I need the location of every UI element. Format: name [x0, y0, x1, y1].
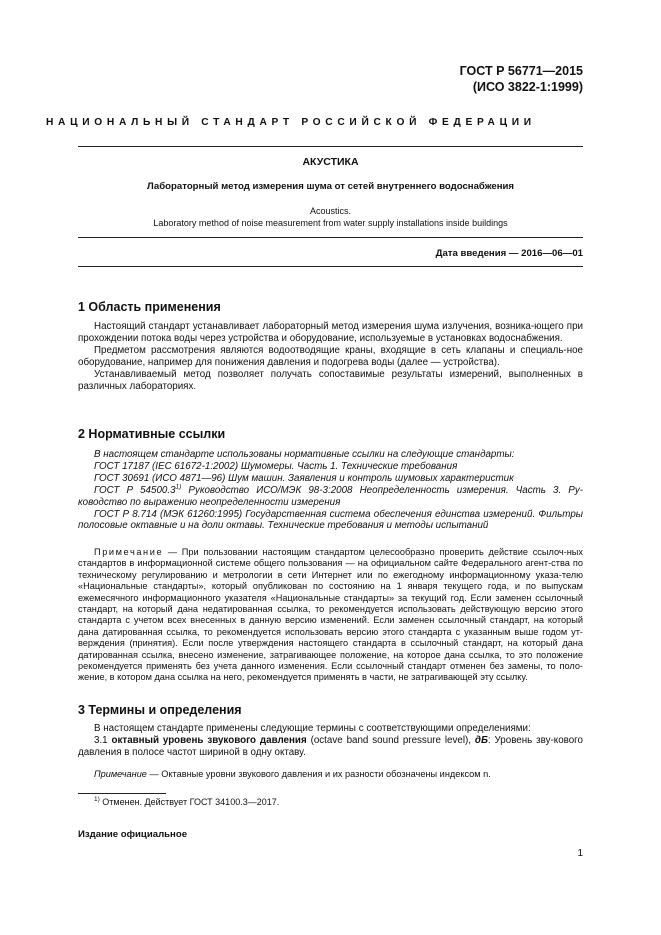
divider-bottom: [78, 266, 583, 267]
term-name: октавный уровень звукового давления: [111, 734, 307, 746]
introduction-date: Дата введения — 2016—06—01: [435, 248, 583, 259]
term-text: : Уровень зву-кового давления в полосе частот шириной в одну октаву.: [78, 734, 583, 758]
section1-heading: 1 Область применения: [78, 300, 221, 314]
iso-number: (ИСО 3822-1:1999): [472, 80, 583, 94]
section3-note: [78, 769, 583, 780]
section1-paragraph: Настоящий стандарт устанавливает лабораторный метод измерения шума излучения, возника-ющего при прохождении потока воды через устройства и оборудование, используемые в установках водоснабжения.: [78, 321, 583, 344]
page-number: 1: [577, 848, 583, 859]
reference-code: ГОСТ Р 54500.3: [94, 484, 176, 496]
references-intro: В настоящем стандарте использованы нормативные ссылки на следующие стандарты:: [94, 449, 515, 460]
section1-paragraph: Предметом рассмотрения являются водоотводящие краны, входящие в сеть клапаны и специаль-ное оборудование, например для понижения давления и подогрева воды (далее — устройства).: [78, 344, 583, 368]
document-subtitle: Лабораторный метод измерения шума от сетей внутреннего водоснабжения: [146, 181, 515, 192]
term-number: 3.1: [94, 734, 112, 746]
term-english: (octave band sound pressure level),: [306, 734, 475, 746]
footnote-mark: 1): [175, 483, 182, 491]
reference-item: ГОСТ Р 8.714 (МЭК 61260:1995) Государственная система обеспечения единства измерений. Фильтры полосовые октавные и на доли октавы. Технические требования и методы испытаний: [78, 508, 583, 532]
standard-number: ГОСТ Р 56771—2015: [459, 64, 583, 78]
reference-item: ГОСТ 30691 (ИСО 4871—96) Шум машин. Заявления и контроль шумовых характеристик: [94, 472, 514, 484]
reference-item: [78, 485, 583, 509]
term-unit: дБ: [474, 734, 488, 746]
section2-heading: 2 Нормативные ссылки: [78, 427, 226, 441]
note-label: Примечание: [94, 547, 164, 557]
english-title-line1: Acoustics.: [309, 206, 351, 216]
footnote-text: Отменен. Действует ГОСТ 34100.3—2017.: [99, 797, 280, 807]
reference-item: ГОСТ 17187 (IEC 61672-1:2002) Шумомеры. Часть 1. Технические требования: [94, 460, 458, 472]
section3-heading: 3 Термины и определения: [78, 703, 242, 717]
section3-body: [78, 723, 583, 759]
footnote: [94, 797, 279, 807]
national-standard-title: НАЦИОНАЛЬНЫЙ СТАНДАРТ РОССИЙСКОЙ ФЕДЕРАЦИИ: [46, 117, 536, 128]
document-header: [460, 63, 583, 95]
footnote-mark: 1): [94, 796, 100, 803]
english-title: [78, 205, 583, 229]
section2-note: [78, 547, 583, 684]
section1-paragraph: Устанавливаемый метод позволяет получать сопоставимые результаты измерений, выполненных в различных лабораториях.: [78, 368, 583, 392]
reference-title: Руководство ИСО/МЭК 98-3:2008 Неопределенность измерения. Часть 3. Ру-ководство по выражению неопределенности измерения: [78, 484, 583, 508]
section2-references: [78, 449, 583, 532]
footnote-divider: [78, 793, 166, 794]
section3-intro: В настоящем стандарте применены следующие термины с соответствующими определениями:: [94, 723, 531, 734]
note-text: — Октавные уровни звукового давления и их разности обозначены индексом n.: [146, 769, 491, 779]
divider-mid: [78, 237, 583, 238]
term-definition: [78, 735, 583, 759]
divider-top: [78, 146, 583, 147]
section1-body: [78, 321, 583, 392]
official-edition-label: Издание официальное: [78, 829, 188, 840]
note-label: Примечание: [94, 769, 147, 779]
note-text: — При пользовании настоящим стандартом целесообразно проверить действие ссылоч-ных стандартов в информационной системе общего пользования — на официальном сайте Федерального агент-ства по техническому регулированию и метрологии в сети Интернет или по ежегодному информационному указа-телю «Национальные стандарты», который опубликован по состоянию на 1 января текущего года, и по выпускам ежемесячного информационного указателя «Национальные стандарты» за текущий год. Если заменен ссылочный стандарт, на который дана недатированная ссылка, то рекомендуется использовать действующую версию этого стандарта с учетом всех внесенных в данную версию изменений. Если заменен ссылочный стандарт, на который дана датированная ссылка, то рекомендуется использовать версию этого стандарта с указанным выше годом ут-верждения (принятия). Если после утверждения настоящего стандарта в ссылочный стандарт, на который дана датированная ссылка, внесено изменение, затрагивающее положение, на которое дана ссылка, то это положение рекомендуется применять без учета данного изменения. Если ссылочный стандарт отменен без замены, то поло-жение, в котором дана ссылка на него, рекомендуется применять в части, не затрагивающей эту ссылку.: [78, 547, 583, 683]
english-title-line2: Laboratory method of noise measurement from water supply installations inside buildings: [153, 218, 508, 228]
document-title: АКУСТИКА: [302, 156, 359, 168]
